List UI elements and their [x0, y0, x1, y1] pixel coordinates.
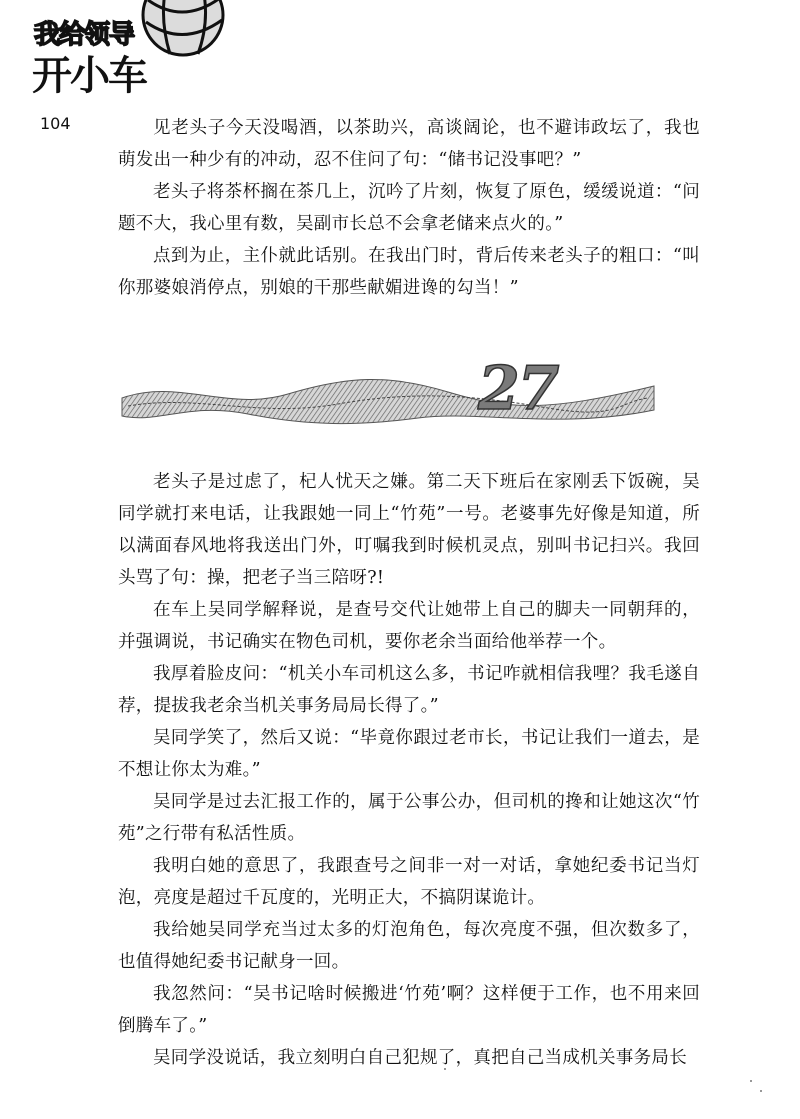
- page-number: 104: [40, 114, 71, 133]
- paragraph: 吴同学是过去汇报工作的，属于公事公办，但司机的搀和让她这次“竹苑”之行带有私活性质。: [118, 792, 700, 844]
- scan-speck: [444, 1068, 446, 1070]
- logo-title-line2: 开小车: [32, 53, 146, 99]
- text-block-bottom: [118, 466, 700, 1074]
- paragraph: 吴同学笑了，然后又说：“毕竟你跟过老市长，书记让我们一道去，是不想让你太为难。”: [118, 728, 700, 780]
- paragraph: 点到为止，主仆就此话别。在我出门时，背后传来老头子的粗口：“叫你那婆娘消停点，别娘的干那些献媚进谗的勾当！”: [118, 246, 700, 298]
- paragraph: 吴同学没说话，我立刻明白自己犯规了，真把自己当成机关事务局长: [153, 1048, 687, 1068]
- paragraph: 见老头子今天没喝酒，以茶助兴，高谈阔论，也不避讳政坛了，我也萌发出一种少有的冲动，忍不住问了句：“储书记没事吧？”: [118, 118, 700, 170]
- logo-title-line1: 我给领导: [34, 20, 135, 50]
- paragraph: 我明白她的意思了，我跟查号之间非一对一对话，拿她纪委书记当灯泡，亮度是超过千瓦度的，光明正大，不搞阴谋诡计。: [118, 856, 700, 908]
- paragraph: 老头子是过虑了，杞人忧天之嫌。第二天下班后在家刚丢下饭碗，吴同学就打来电话，让我跟她一同上“竹苑”一号。老婆事先好像是知道，所以满面春风地将我送出门外，叮嘱我到时候机灵点，别叫书记扫兴。我回头骂了句：操，把老子当三陪呀?!: [118, 472, 700, 588]
- chapter-banner: [118, 360, 658, 440]
- paragraph: 在车上吴同学解释说，是查号交代让她带上自己的脚夫一同朝拜的，并强调说，书记确实在物色司机，要你老余当面给他举荐一个。: [118, 600, 700, 652]
- paragraph: 我厚着脸皮问：“机关小车司机这么多，书记咋就相信我哩？我毛遂自荐，提拔我老余当机关事务局局长得了。”: [118, 664, 700, 716]
- scan-speck: [760, 1090, 762, 1092]
- paragraph: 老头子将茶杯搁在茶几上，沉吟了片刻，恢复了原色，缓缓说道：“问题不大，我心里有数，吴副市长总不会拿老储来点火的。”: [118, 182, 700, 234]
- book-logo: [28, 0, 218, 100]
- paragraph: 我给她吴同学充当过太多的灯泡角色，每次亮度不强，但次数多了，也值得她纪委书记献身一回。: [118, 920, 700, 972]
- scan-speck: [750, 1080, 752, 1082]
- chapter-number: 27: [478, 354, 558, 424]
- text-block-top: [118, 112, 700, 304]
- paragraph: 我忽然问：“吴书记啥时候搬进‘竹苑’啊？这样便于工作，也不用来回倒腾车了。”: [118, 984, 700, 1036]
